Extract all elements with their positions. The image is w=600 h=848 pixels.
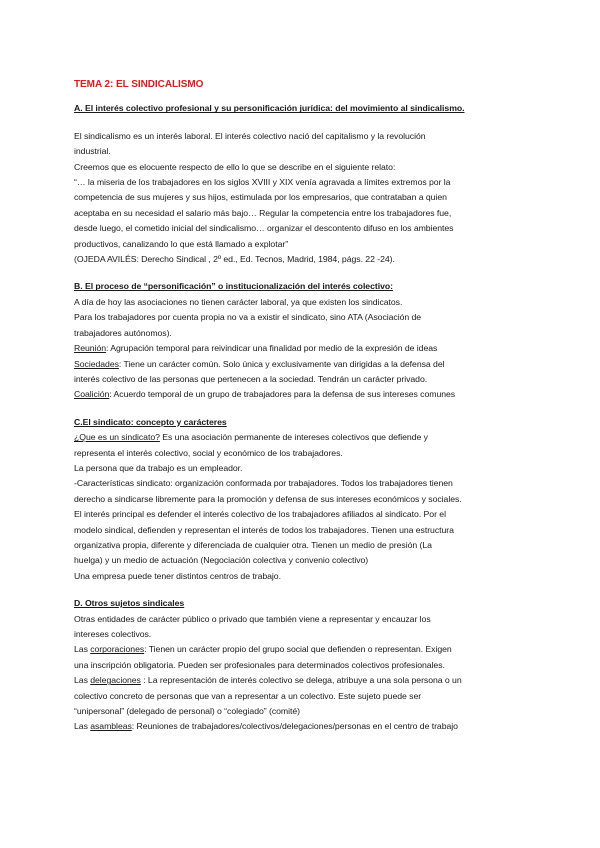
prefix-text: Las <box>74 675 91 686</box>
section-a-line: Creemos que es elocuente respecto de ello lo que se describe en el siguiente relato: <box>74 161 396 172</box>
section-b-line: Para los trabajadores por cuenta propia no va a existir el sindicato, sino ATA (Asociación de <box>74 312 422 323</box>
definition-delegaciones-cont: colectivo concreto de personas que van a representar a un colectivo. Este sujeto puede ser <box>74 690 422 701</box>
section-c-line: organizativa propia, diferente y diferenciada de cualquier otra. Tienen un medio de presión (La <box>74 539 432 550</box>
definition-text: : Tienen un carácter propio del grupo social que defienden o representan. Exigen <box>144 644 452 655</box>
section-c-question-line <box>74 430 532 445</box>
section-c-line: representa el interés colectivo, social y económico de los trabajadores. <box>74 447 343 458</box>
prefix-text: Las <box>74 721 91 732</box>
definition-corporaciones <box>74 642 532 657</box>
section-a-line: “… la miseria de los trabajadores en los siglos XVIII y XIX venía agravada a límites extremos por la <box>74 177 451 188</box>
definition-reunion <box>74 341 532 356</box>
section-c-line: La persona que da trabajo es un empleador. <box>74 462 243 473</box>
term-corporaciones: corporaciones <box>90 644 145 655</box>
document-title: TEMA 2: EL SINDICALISMO <box>74 79 204 90</box>
definition-corporaciones-cont: una inscripción obligatoria. Pueden ser profesionales para determinados colectivos profesionales. <box>74 659 445 670</box>
section-d-line: Otras entidades de carácter público o privado que también viene a representar y encauzar los <box>74 613 431 624</box>
definition-sociedades-cont: interés colectivo de las personas que pertenecen a la sociedad. Tendrán un carácter privado. <box>74 373 428 384</box>
section-b-line: trabajadores autónomos). <box>74 327 172 338</box>
section-a-line: desde luego, el cometido inicial del sindicalismo… organizar el descontento difuso en los ambientes <box>74 223 454 234</box>
term-sociedades: Sociedades <box>74 358 119 369</box>
question-term: ¿Que es un sindicato? <box>74 432 160 443</box>
term-asambleas: asambleas <box>90 721 132 732</box>
definition-text: : Acuerdo temporal de un grupo de trabajadores para la defensa de sus intereses comunes <box>109 389 456 400</box>
section-c-line: El interés principal es defender el interés colectivo de los trabajadores afiliados al sindicato. Por el <box>74 509 446 520</box>
section-b-heading: B. El proceso de “personificación” o institucionalización del interés colectivo: <box>74 281 393 292</box>
definition-text: : Tiene un carácter común. Solo única y exclusivamente van dirigidas a la defensa del <box>118 358 445 369</box>
definition-sociedades <box>74 357 532 372</box>
definition-delegaciones-cont: “unipersonal” (delegado de personal) o “colegiado” (comité) <box>74 706 300 717</box>
section-a-heading: A. El interés colectivo profesional y su personificación jurídica: del movimiento al sindicalismo. <box>74 103 465 114</box>
section-c-line: derecho a sindicarse libremente para la promoción y defensa de sus intereses económicos y sociales. <box>74 493 462 504</box>
section-d-line: intereses colectivos. <box>74 629 152 639</box>
section-a-line: industrial. <box>74 146 111 157</box>
section-b-line: A día de hoy las asociaciones no tienen carácter laboral, ya que existen los sindicatos. <box>74 296 403 307</box>
section-c-line: Una empresa puede tener distintos centros de trabajo. <box>74 570 281 581</box>
definition-text: : La representación de interés colectivo se delega, atribuye a una sola persona o un <box>140 675 462 686</box>
section-a-line: competencia de sus mujeres y sus hijos, estimulada por los empresarios, que contrataban a quien <box>74 192 447 203</box>
section-c-line: modelo sindical, defienden y representan el interés de todos los trabajadores. Tienen una estructura <box>74 524 454 535</box>
question-text: Es una asociación permanente de intereses colectivos que defiende y <box>159 432 428 443</box>
section-a-line: El sindicalismo es un interés laboral. El interés colectivo nació del capitalismo y la revolución <box>74 130 426 141</box>
definition-delegaciones <box>74 673 532 688</box>
document-content <box>74 77 532 735</box>
section-c-line: -Características sindicato: organización conformada por trabajadores. Todos los trabajadores tienen <box>74 478 453 489</box>
section-a-citation: (OJEDA AVILÉS: Derecho Sindical , 2º ed., Ed. Tecnos, Madrid, 1984, págs. 22 -24). <box>74 254 395 265</box>
section-c-heading: C.El sindicato: concepto y carácteres <box>74 416 227 427</box>
term-reunion: Reunión <box>74 343 107 354</box>
section-a-line: aceptaba en su necesidad el salario más bajo… Regular la competencia entre los trabajadores fue, <box>74 207 452 218</box>
definition-text: : Reuniones de trabajadores/colectivos/delegaciones/personas en el centro de trabajo <box>131 721 458 732</box>
term-coalicion: Coalición <box>74 389 110 400</box>
definition-coalicion <box>74 387 532 402</box>
section-d-heading: D. Otros sujetos sindicales <box>74 598 185 609</box>
prefix-text: Las <box>74 644 91 655</box>
section-a-line: productivos, canalizando lo que está llamado a explotar” <box>74 238 289 249</box>
definition-asambleas <box>74 719 532 734</box>
definition-text: : Agrupación temporal para reivindicar una finalidad por medio de la expresión de ideas <box>106 343 438 354</box>
section-c-line: huelga) y un medio de actuación (Negociación colectiva y convenio colectivo) <box>74 555 369 566</box>
term-delegaciones: delegaciones <box>90 675 141 686</box>
